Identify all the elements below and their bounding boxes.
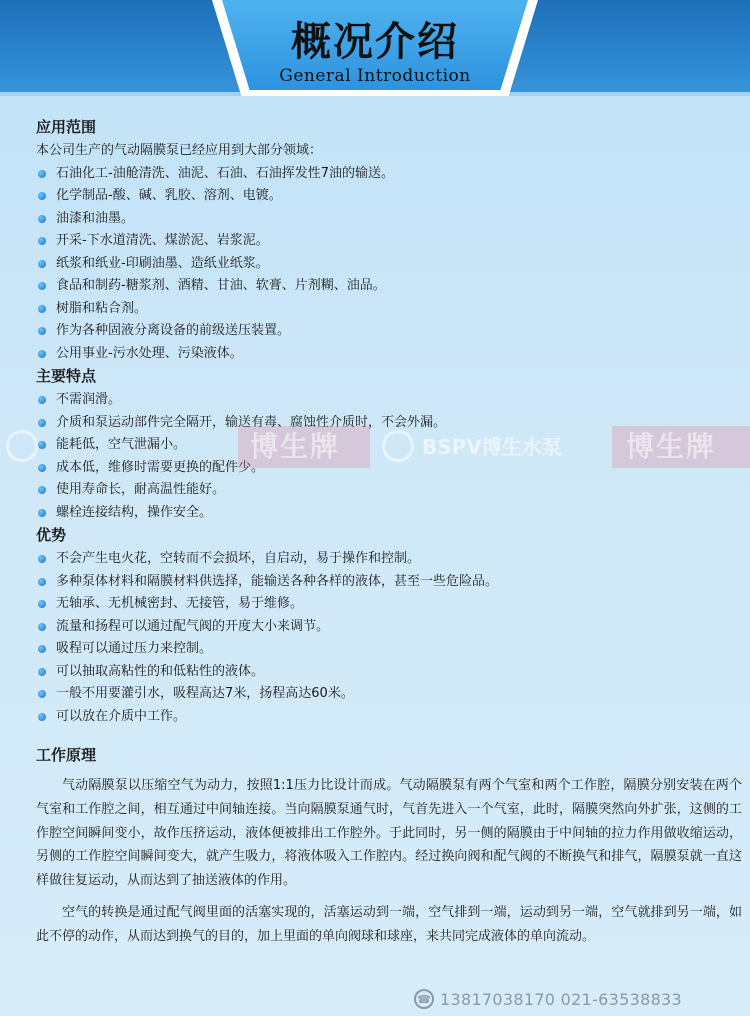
features-list xyxy=(36,389,726,524)
list-item: 不需润滑。 xyxy=(36,389,726,412)
page-title: 概况介绍 xyxy=(291,19,459,65)
list-item: 无轴承、无机械密封、无接管，易于维修。 xyxy=(36,593,726,616)
list-item: 可以放在介质中工作。 xyxy=(36,706,726,729)
list-item: 能耗低，空气泄漏小。 xyxy=(36,434,726,457)
list-item: 化学制品-酸、碱、乳胶、溶剂、电镀。 xyxy=(36,185,726,208)
list-item: 吸程可以通过压力来控制。 xyxy=(36,638,726,661)
section-title-features: 主要特点 xyxy=(36,367,97,385)
section-title-application: 应用范围 xyxy=(36,118,97,136)
list-item: 公用事业-污水处理、污染液体。 xyxy=(36,343,726,366)
section-title-principle: 工作原理 xyxy=(36,746,97,764)
watermark-brand-en: BSPV博生水泵 xyxy=(422,435,562,459)
principle-paragraph-2: 空气的转换是通过配气阀里面的活塞实现的，活塞运动到一端，空气排到一端，运动到另一端，空气就排到另一端，如此不停的动作，从而达到换气的目的，加上里面的单向阀球和球座，来共同完成液体的单向流动。 xyxy=(36,904,742,944)
main-content xyxy=(36,116,742,949)
list-item: 流量和扬程可以通过配气阀的开度大小来调节。 xyxy=(36,616,726,639)
phone-numbers: 13817038170 021-63538833 xyxy=(440,989,683,1009)
application-list xyxy=(36,163,726,366)
list-item: 多种泵体材料和隔膜材料供选择，能输送各种各样的液体，甚至一些危险品。 xyxy=(36,571,726,594)
watermark-brand-cn: 博生牌 xyxy=(250,430,341,463)
list-item: 不会产生电火花，空转而不会损坏，自启动，易于操作和控制。 xyxy=(36,548,726,571)
principle-paragraph-1: 气动隔膜泵以压缩空气为动力，按照1:1压力比设计而成。气动隔膜泵有两个气室和两个工作腔，隔膜分别安装在两个气室和工作腔之间，相互通过中间轴连接。当向隔膜泵通气时，气首先进入一个气室，此时，隔膜突然向外扩张，这侧的工作腔空间瞬间变小，故作压挤运动，液体便被排出工作腔外。于此同时，另一侧的隔膜由于中间轴的拉力作用做收缩运动，另侧的工作腔空间瞬间变大，就产生吸力，将液体吸入工作腔内。经过换向阀和配气阀的不断换气和排气，隔膜泵就一直这样做往复运动，从而达到了抽送液体的作用。 xyxy=(36,778,742,889)
application-intro: 本公司生产的气动隔膜泵已经应用到大部分领域： xyxy=(36,143,323,158)
phone-icon: ☎ xyxy=(414,989,434,1009)
list-item: 使用寿命长，耐高温性能好。 xyxy=(36,479,726,502)
advantages-list xyxy=(36,548,726,728)
list-item: 螺栓连接结构，操作安全。 xyxy=(36,502,726,525)
list-item: 一般不用要灌引水，吸程高达7米，扬程高达60米。 xyxy=(36,683,726,706)
section-title-advantages: 优势 xyxy=(36,526,67,544)
list-item: 介质和泵运动部件完全隔开，输送有毒、腐蚀性介质时，不会外漏。 xyxy=(36,412,726,435)
watermark-brand-cn-right: 博生牌 xyxy=(626,430,717,463)
list-item: 可以抽取高粘性的和低粘性的液体。 xyxy=(36,661,726,684)
list-item: 石油化工-油舱清洗、油泥、石油、石油挥发性7油的输送。 xyxy=(36,163,726,186)
list-item: 油漆和油墨。 xyxy=(36,208,726,231)
contact-row xyxy=(414,986,682,1012)
list-item: 作为各种固液分离设备的前级送压装置。 xyxy=(36,320,726,343)
list-item: 食品和制药-糖浆剂、酒精、甘油、软膏、片剂糊、油品。 xyxy=(36,275,726,298)
list-item: 树脂和粘合剂。 xyxy=(36,298,726,321)
list-item: 成本低，维修时需要更换的配件少。 xyxy=(36,457,726,480)
page-subtitle: General Introduction xyxy=(279,66,471,86)
list-item: 纸浆和纸业-印刷油墨、造纸业纸浆。 xyxy=(36,253,726,276)
brand-logo-icon xyxy=(6,430,38,462)
list-item: 开采-下水道清洗、煤淤泥、岩浆泥。 xyxy=(36,230,726,253)
